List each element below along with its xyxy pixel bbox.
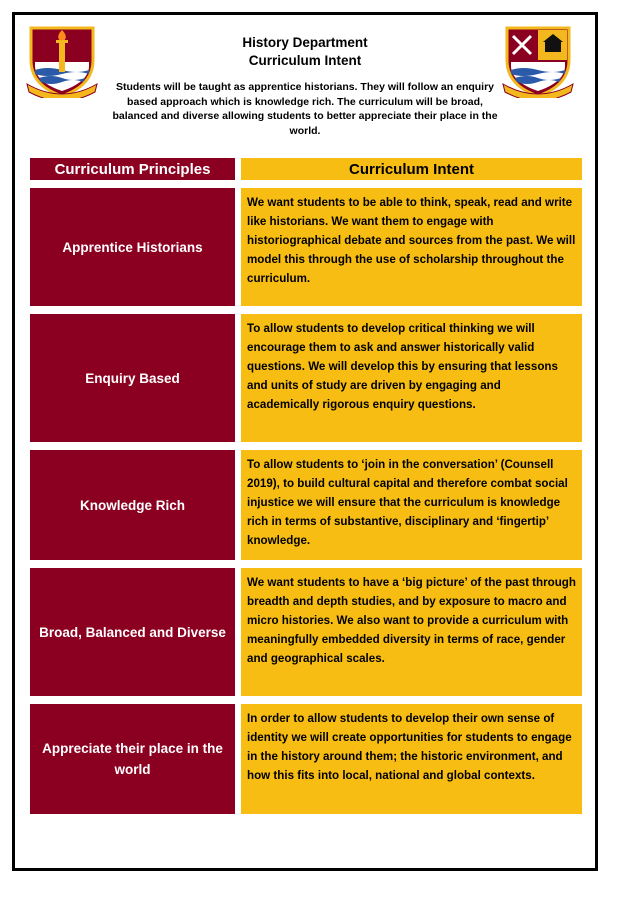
page-subtitle: Curriculum Intent (248, 53, 362, 68)
intent-cell: In order to allow students to develop their own sense of identity we will create opportunities for students to engage in the history around them; the historic environment, and how this fits into local, national and global contexts. (241, 704, 582, 814)
intent-cell: We want students to be able to think, speak, read and write like historians. We want them to engage with historiographical debate and sources from the past. We will model this through the use of scholarship throughout the curriculum. (241, 188, 582, 306)
principles-heading: Curriculum Principles (30, 158, 235, 180)
principle-cell: Knowledge Rich (30, 450, 235, 560)
department-title: History Department (242, 35, 368, 50)
principle-cell: Broad, Balanced and Diverse (30, 568, 235, 696)
intro-text: Students will be taught as apprentice historians. They will follow an enquiry based approach which is knowledge rich. The curriculum will be broad, balanced and diverse allowing students to better appreciate their place in the world. (112, 81, 498, 137)
principle-cell: Apprentice Historians (30, 188, 235, 306)
intent-heading: Curriculum Intent (241, 158, 582, 180)
principle-cell: Enquiry Based (30, 314, 235, 442)
intent-cell: We want students to have a ‘big picture’ of the past through breadth and depth studies, and by exposure to macro and micro histories. We also want to provide a curriculum with meaningfully embedded diversity in terms of race, gender and geographical scales. (241, 568, 582, 696)
principle-cell: Appreciate their place in the world (30, 704, 235, 814)
school-crest-left (25, 22, 99, 98)
school-crest-right (501, 22, 575, 98)
header (110, 34, 500, 70)
intent-cell: To allow students to develop critical thinking we will encourage them to ask and answer historically valid questions. We will develop this by ensuring that lessons and units of study are driven by engaging and academically rigorous enquiry questions. (241, 314, 582, 442)
intent-cell: To allow students to ‘join in the conversation’ (Counsell 2019), to build cultural capital and therefore combat social injustice we will ensure that the curriculum is knowledge rich in terms of substantive, disciplinary and ‘fingertip’ knowledge. (241, 450, 582, 560)
